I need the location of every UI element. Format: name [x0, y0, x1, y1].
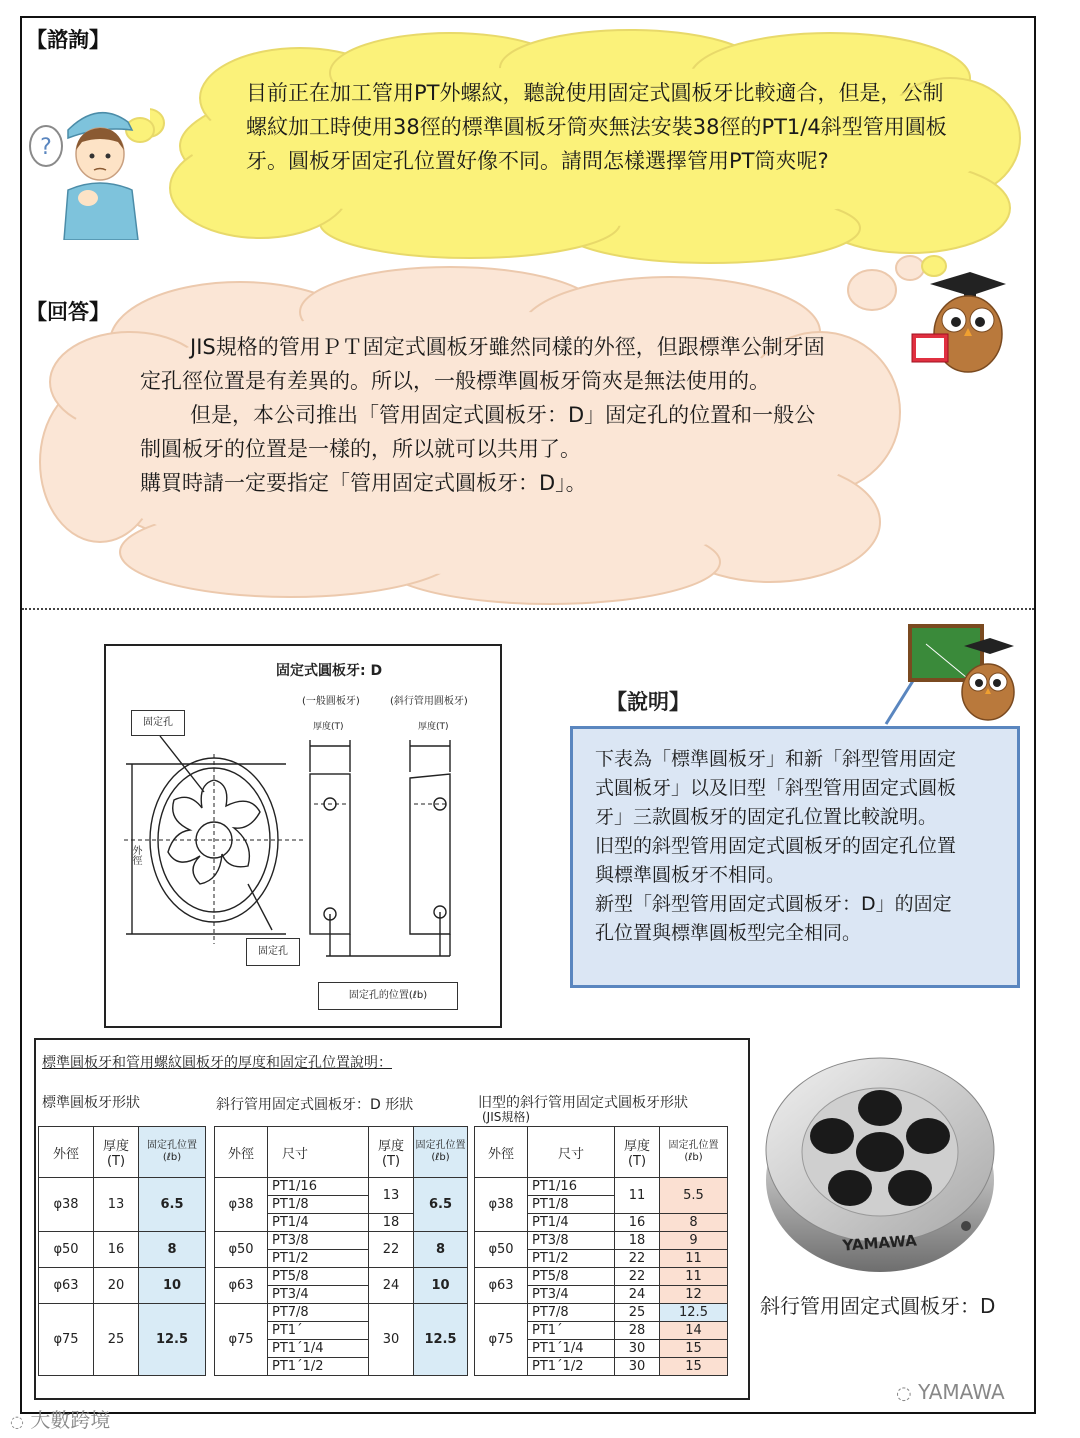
- explanation-line: 式圓板牙」以及旧型「斜型管用固定式圓板: [595, 777, 957, 799]
- table-row: [39, 1268, 206, 1304]
- explanation-line: 下表為「標準圓板牙」和新「斜型管用固定: [595, 748, 957, 770]
- explanation-line: 旧型的斜型管用固定式圓板牙的固定孔位置: [595, 835, 957, 857]
- t3-thickness: 25: [615, 1304, 660, 1322]
- t3-size: PT5/8: [528, 1268, 615, 1286]
- t3-lb: 9: [660, 1232, 728, 1250]
- t3-lb: 11: [660, 1250, 728, 1268]
- t3-thickness: 28: [615, 1322, 660, 1340]
- t2-size: PT1´1/4: [268, 1340, 369, 1358]
- owl-teacher-icon: [880, 620, 1030, 726]
- t2-size: PT1/4: [268, 1214, 369, 1232]
- t3-lb: 12: [660, 1286, 728, 1304]
- t1-od: φ38: [39, 1178, 94, 1232]
- t2-thickness: 22: [369, 1232, 414, 1268]
- fix-hole-position-callout: 固定孔的位置(ℓb): [318, 982, 458, 1010]
- t2-lb: 10: [414, 1268, 468, 1304]
- die-product-photo: [760, 1050, 1000, 1280]
- answer-line: JIS規格的管用ＰＴ固定式圓板牙雖然同樣的外徑，但跟標準公制牙固: [190, 335, 825, 359]
- die-technical-drawing: [104, 644, 500, 1028]
- t3-size: PT1´1/2: [528, 1358, 615, 1376]
- t2-thickness: 13: [369, 1178, 414, 1214]
- t1-thickness: 13: [94, 1178, 139, 1232]
- t1-header-thickness: 厚度 (T): [94, 1127, 139, 1178]
- watermark-right: [896, 1380, 1005, 1404]
- inquiry-line: 牙。圓板牙固定孔位置好像不同。請問怎樣選擇管用PT筒夾呢?: [246, 149, 829, 173]
- t3-header-od: 外徑: [475, 1127, 528, 1178]
- explanation-line: 牙」三款圓板牙的固定孔位置比較說明。: [595, 806, 938, 828]
- product-brand-label: YAMAWA: [841, 1231, 918, 1255]
- t2-size: PT1´1/2: [268, 1358, 369, 1376]
- table-row: [39, 1178, 206, 1232]
- t3-size: PT1´: [528, 1322, 615, 1340]
- t1-lb: 10: [139, 1268, 206, 1304]
- wechat-icon: ◌: [10, 1412, 24, 1431]
- diagram-title: 固定式圓板牙: D: [276, 663, 383, 679]
- t3-thickness: 24: [615, 1286, 660, 1304]
- explanation-title: 【說明】: [606, 690, 690, 714]
- t1-thickness: 25: [94, 1304, 139, 1376]
- t1-lb: 8: [139, 1232, 206, 1268]
- explanation-line: 與標準圓板牙不相同。: [595, 864, 786, 886]
- inquiry-line: 目前正在加工管用PT外螺紋，聽說使用固定式圓板牙比較適合，但是，公制: [246, 81, 944, 105]
- t3-header-thickness: 厚度 (T): [615, 1127, 660, 1178]
- table-row: [475, 1232, 728, 1250]
- t3-thickness: 18: [615, 1232, 660, 1250]
- t3-size: PT1/4: [528, 1214, 615, 1232]
- t3-od: φ38: [475, 1178, 528, 1232]
- t3-od: φ63: [475, 1268, 528, 1304]
- t2-header-thickness: 厚度 (T): [369, 1127, 414, 1178]
- t1-thickness: 20: [94, 1268, 139, 1304]
- t3-lb: 15: [660, 1340, 728, 1358]
- t2-size: PT1/2: [268, 1250, 369, 1268]
- t2-size: PT3/4: [268, 1286, 369, 1304]
- watermark-left: [10, 1404, 110, 1433]
- inquiry-line: 螺紋加工時使用38徑的標準圓板牙筒夾無法安裝38徑的PT1/4斜型管用圓板: [246, 115, 947, 139]
- fix-hole-callout-bottom: 固定孔: [246, 938, 300, 966]
- t2-od: φ75: [215, 1304, 268, 1376]
- table-row: [215, 1304, 468, 1322]
- t2-size: PT3/8: [268, 1232, 369, 1250]
- answer-line: 制圓板牙的位置是一樣的，所以就可以共用了。: [140, 437, 581, 461]
- answer-line: 定孔徑位置是有差異的。所以，一般標準圓板牙筒夾是無法使用的。: [140, 369, 770, 393]
- table2-subtitle: 斜行管用固定式圓板牙：D 形狀: [216, 1097, 414, 1113]
- diagram-thickness-left: 厚度(T): [313, 722, 344, 732]
- t2-lb: 12.5: [414, 1304, 468, 1376]
- t2-lb: 8: [414, 1232, 468, 1268]
- table-row: [475, 1268, 728, 1286]
- t3-size: PT1´1/4: [528, 1340, 615, 1358]
- t2-header-size: 尺寸: [268, 1127, 369, 1178]
- t2-lb: 6.5: [414, 1178, 468, 1232]
- t3-size: PT1/2: [528, 1250, 615, 1268]
- diagram-thickness-right: 厚度(T): [418, 722, 449, 732]
- owl-professor-icon: [910, 270, 1010, 374]
- table-row: [39, 1232, 206, 1268]
- t3-od: φ50: [475, 1232, 528, 1268]
- section-divider: [22, 608, 1034, 610]
- t1-header-od: 外徑: [39, 1127, 94, 1178]
- t3-lb: 5.5: [660, 1178, 728, 1214]
- diagram-right-label: (斜行管用圓板牙): [390, 696, 468, 707]
- table-row: [475, 1304, 728, 1322]
- t3-lb: 15: [660, 1358, 728, 1376]
- t3-size: PT3/4: [528, 1286, 615, 1304]
- t3-lb: 12.5: [660, 1304, 728, 1322]
- explanation-line: 新型「斜型管用固定式圓板牙：D」的固定: [595, 893, 952, 915]
- standard-die-table: [38, 1126, 206, 1376]
- table-title: 標準圓板牙和管用螺紋圓板牙的厚度和固定孔位置說明：: [42, 1055, 392, 1071]
- table3-subtitle: 旧型的斜行管用固定式圓板牙形狀: [478, 1095, 688, 1111]
- t2-od: φ63: [215, 1268, 268, 1304]
- t2-size: PT1´: [268, 1322, 369, 1340]
- t2-size: PT7/8: [268, 1304, 369, 1322]
- t2-od: φ50: [215, 1232, 268, 1268]
- answer-label: 【回答】: [26, 300, 110, 324]
- t3-lb: 14: [660, 1322, 728, 1340]
- wechat-icon: ◌: [896, 1383, 912, 1404]
- t3-thickness: 22: [615, 1268, 660, 1286]
- t3-thickness: 22: [615, 1250, 660, 1268]
- svg-text:?: ?: [40, 135, 52, 160]
- t1-lb: 12.5: [139, 1304, 206, 1376]
- table-row: [215, 1178, 468, 1196]
- inquiry-label: 【諮詢】: [26, 28, 110, 52]
- answer-line: 購買時請一定要指定「管用固定式圓板牙：D」。: [140, 471, 587, 495]
- new-pipe-die-table: [214, 1126, 468, 1376]
- t3-thickness: 16: [615, 1214, 660, 1232]
- table-row: [39, 1304, 206, 1376]
- t2-size: PT1/16: [268, 1178, 369, 1196]
- t3-lb: 11: [660, 1268, 728, 1286]
- t3-thickness: 30: [615, 1340, 660, 1358]
- t3-thickness: 11: [615, 1178, 660, 1214]
- explanation-box: [570, 726, 1020, 988]
- t2-size: PT1/8: [268, 1196, 369, 1214]
- t1-header-lb: 固定孔位置 (ℓb): [139, 1127, 206, 1178]
- t2-thickness: 18: [369, 1214, 414, 1232]
- t3-size: PT3/8: [528, 1232, 615, 1250]
- t1-lb: 6.5: [139, 1178, 206, 1232]
- table-row: [215, 1232, 468, 1250]
- t1-od: φ75: [39, 1304, 94, 1376]
- t2-thickness: 24: [369, 1268, 414, 1304]
- watermark-right-text: YAMAWA: [918, 1380, 1005, 1404]
- t3-header-size: 尺寸: [528, 1127, 615, 1178]
- answer-line: 但是，本公司推出「管用固定式圓板牙：D」固定孔的位置和一般公: [190, 403, 816, 427]
- t2-od: φ38: [215, 1178, 268, 1232]
- table3-subtitle-jis: (JIS規格): [482, 1110, 531, 1124]
- old-jis-die-table: [474, 1126, 728, 1376]
- table-row: [215, 1268, 468, 1286]
- t1-od: φ50: [39, 1232, 94, 1268]
- explanation-line: 孔位置與標準圓板型完全相同。: [595, 922, 862, 944]
- table1-subtitle: 標準圓板牙形狀: [42, 1095, 140, 1111]
- t3-header-lb: 固定孔位置 (ℓb): [660, 1127, 728, 1178]
- t2-thickness: 30: [369, 1304, 414, 1376]
- fix-hole-callout-top: 固定孔: [131, 710, 185, 736]
- outer-dia-label: 外徑: [130, 845, 141, 865]
- worker-avatar-icon: [28, 90, 146, 240]
- watermark-left-text: 大數跨境: [30, 1408, 111, 1432]
- diagram-left-label: (一般圓板牙): [302, 696, 360, 707]
- t3-thickness: 30: [615, 1358, 660, 1376]
- t2-size: PT5/8: [268, 1268, 369, 1286]
- t3-size: PT1/8: [528, 1196, 615, 1214]
- t3-od: φ75: [475, 1304, 528, 1376]
- t1-od: φ63: [39, 1268, 94, 1304]
- inquiry-text: [246, 76, 1006, 178]
- t1-thickness: 16: [94, 1232, 139, 1268]
- t3-size: PT1/16: [528, 1178, 615, 1196]
- t2-header-od: 外徑: [215, 1127, 268, 1178]
- table-row: [475, 1178, 728, 1196]
- t2-header-lb: 固定孔位置 (ℓb): [414, 1127, 468, 1178]
- comparison-table-panel: [34, 1038, 750, 1400]
- t3-size: PT7/8: [528, 1304, 615, 1322]
- t3-lb: 8: [660, 1214, 728, 1232]
- product-caption: 斜行管用固定式圓板牙：D: [760, 1294, 996, 1318]
- answer-text: [140, 330, 880, 500]
